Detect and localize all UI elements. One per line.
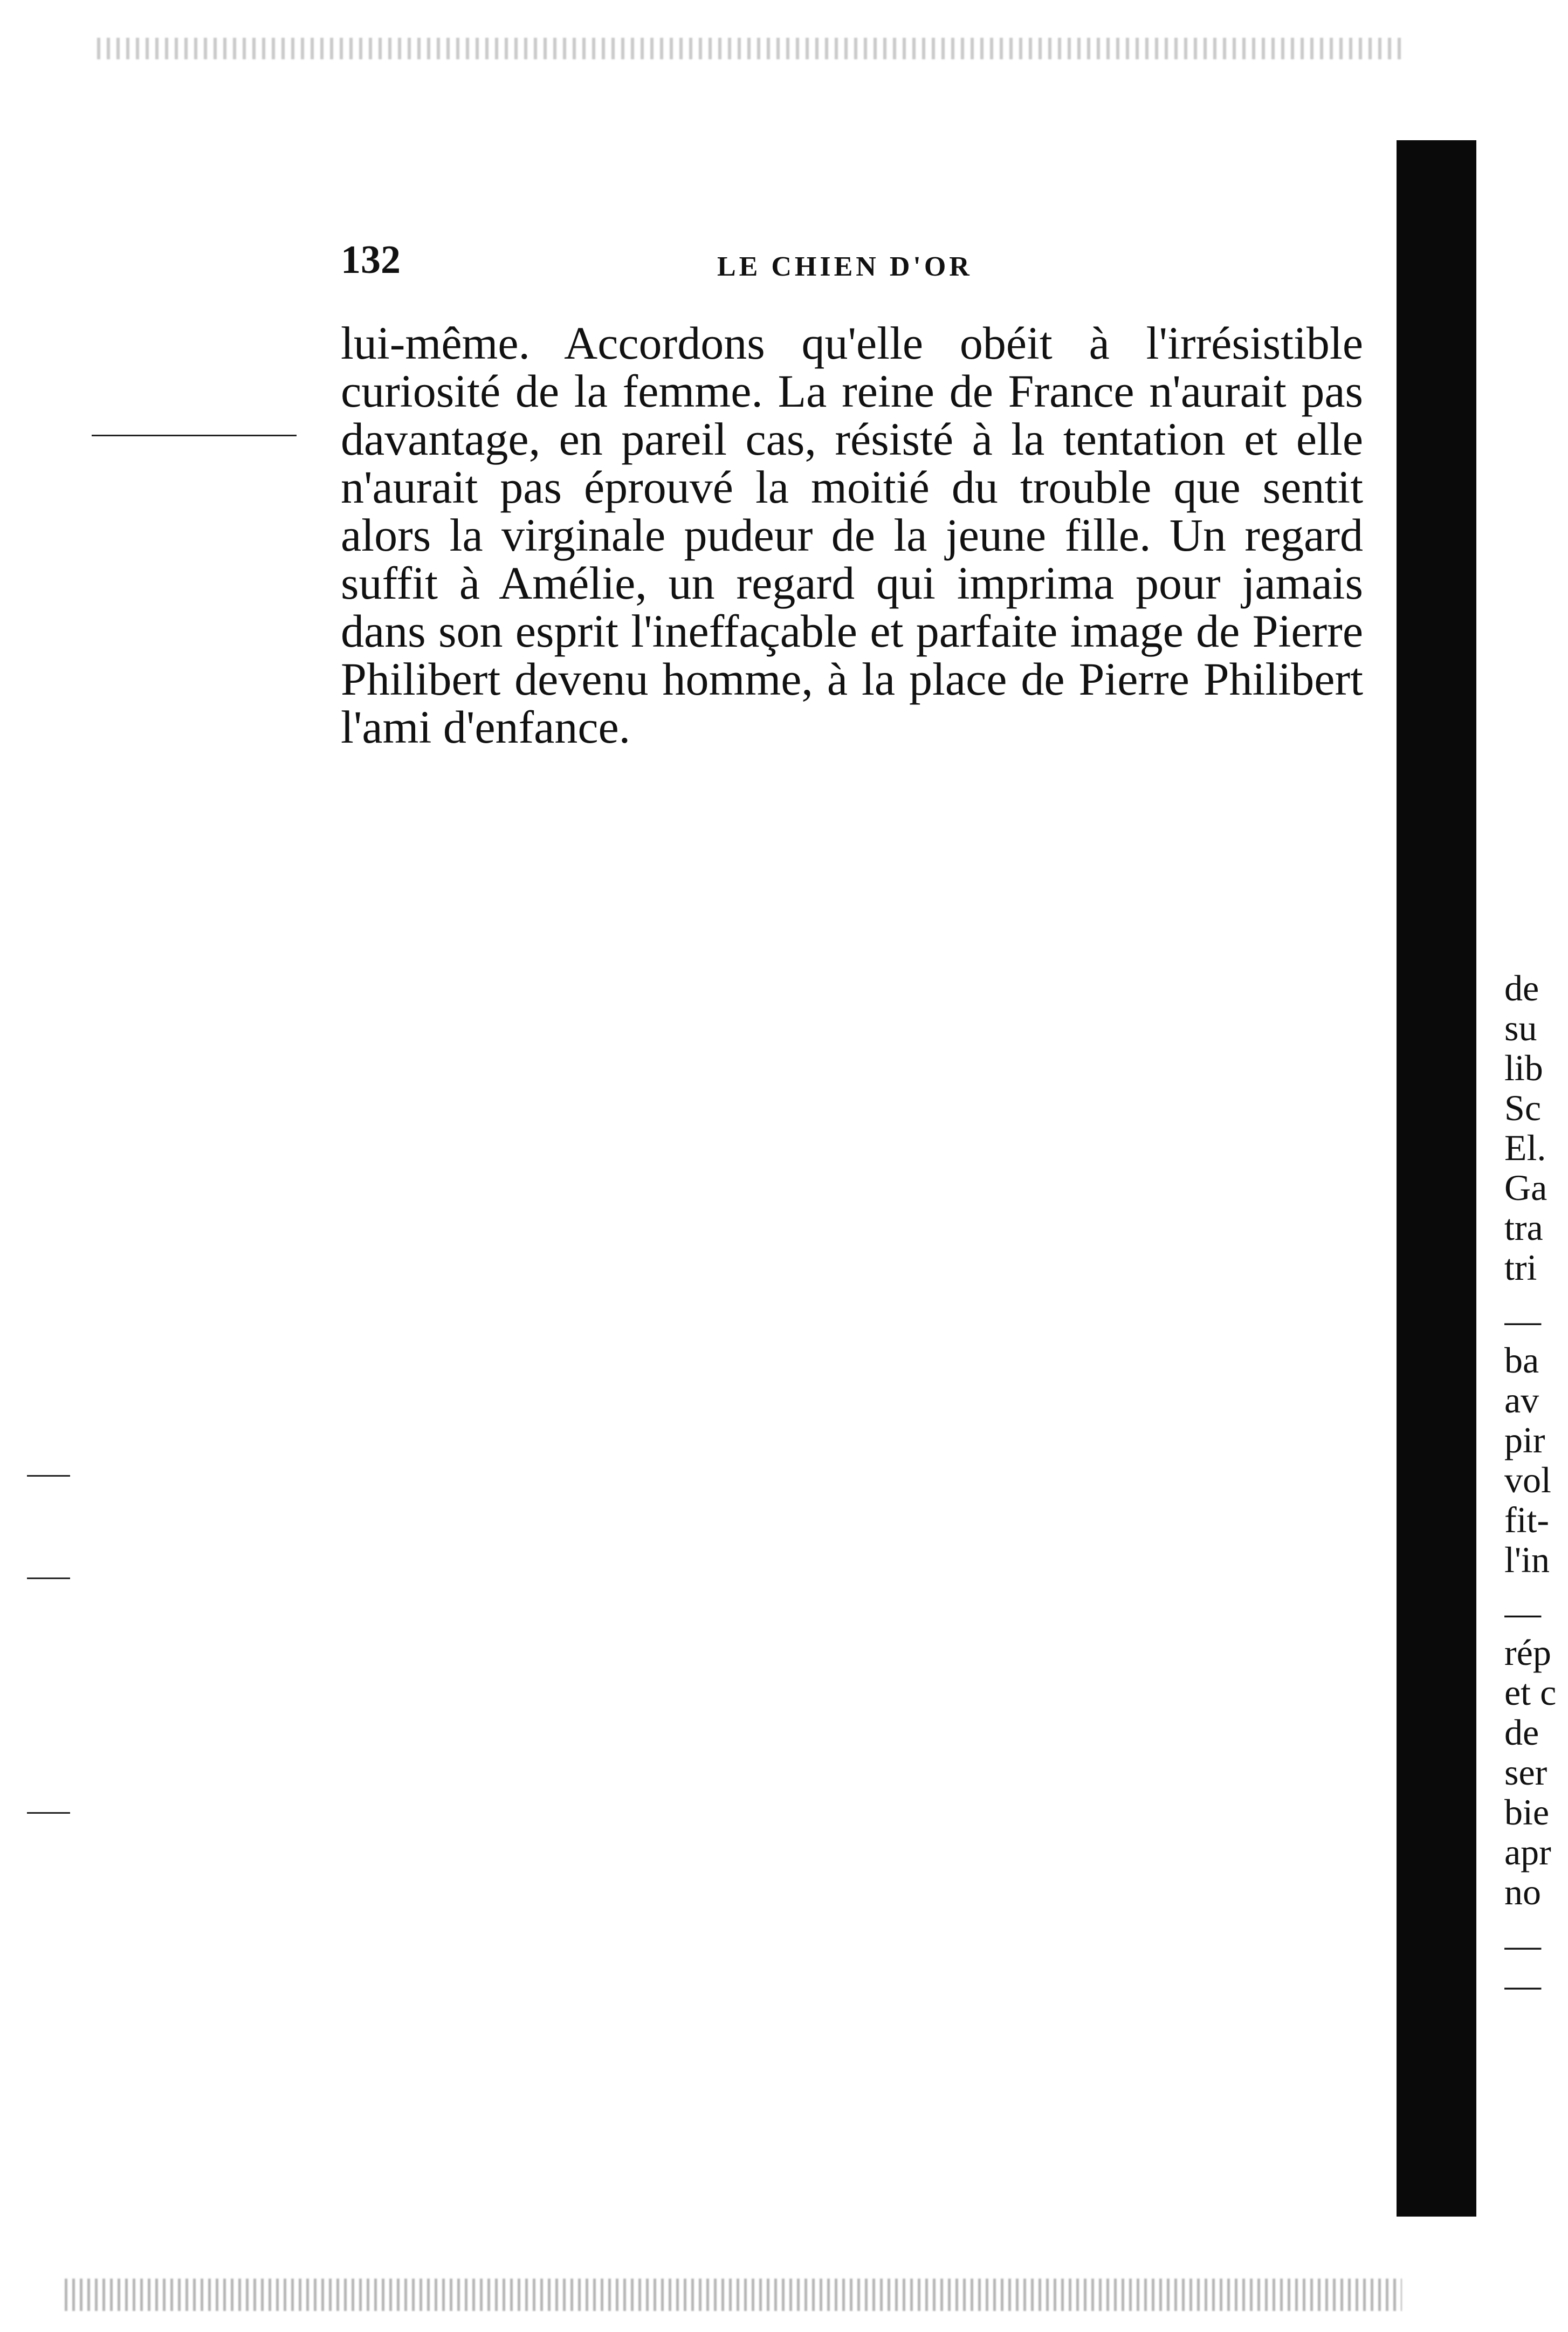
margin-mark (27, 1577, 70, 1579)
facing-page-line: pir (1504, 1419, 1545, 1460)
facing-page-line: lib (1504, 1047, 1543, 1088)
facing-page-line: Ga (1504, 1167, 1548, 1208)
facing-page-fragment (1504, 968, 1568, 2005)
facing-page-line: — (1504, 1924, 1541, 1965)
facing-page-line: no (1504, 1871, 1541, 1912)
scan-edge-top (97, 38, 1402, 59)
margin-mark (27, 1812, 70, 1814)
facing-page-line: — (1504, 1300, 1541, 1341)
facing-page-line: fit- (1504, 1499, 1550, 1540)
book-gutter-shadow (1397, 140, 1476, 2217)
scan-edge-bottom (65, 2279, 1402, 2311)
facing-page-line: l'in (1504, 1539, 1550, 1580)
running-title: LE CHIEN D'OR (717, 251, 973, 282)
facing-page-line: bie (1504, 1792, 1550, 1833)
facing-page-line: rép (1504, 1632, 1551, 1673)
facing-page-line: su (1504, 1007, 1537, 1048)
margin-mark (27, 1475, 70, 1477)
facing-page-line: ser (1504, 1752, 1548, 1793)
facing-page-line: — (1504, 1592, 1541, 1633)
facing-page-line: et c (1504, 1672, 1557, 1713)
margin-rule (92, 435, 297, 436)
facing-page-line: — (1504, 1964, 1541, 2005)
body-paragraph: lui-même. Accordons qu'elle obéit à l'irrésistible curiosité de la femme. La reine de France n'aurait pas davantage, en pareil cas, résisté à la tentation et elle n'aurait pas éprouvé la moitié du trouble que sentit alors la virginale pudeur de la jeune fille. Un regard suffit à Amélie, un regard qui imprima pour jamais dans son esprit l'ineffaçable et parfaite image de Pierre Philibert devenu homme, à la place de Pierre Philibert l'ami d'enfance. (341, 317, 1363, 753)
facing-page-line: vol (1504, 1459, 1551, 1500)
facing-page-line: de (1504, 968, 1539, 1009)
facing-page-line: tra (1504, 1207, 1543, 1248)
facing-page-line: tri (1504, 1247, 1537, 1288)
facing-page-line: ba (1504, 1340, 1539, 1381)
facing-page-line: Sc (1504, 1087, 1541, 1128)
facing-page-line: de (1504, 1712, 1539, 1753)
facing-page-line: apr (1504, 1832, 1551, 1873)
facing-page-line: El. (1504, 1127, 1546, 1168)
facing-page-line: av (1504, 1380, 1539, 1421)
page-number: 132 (341, 238, 401, 282)
